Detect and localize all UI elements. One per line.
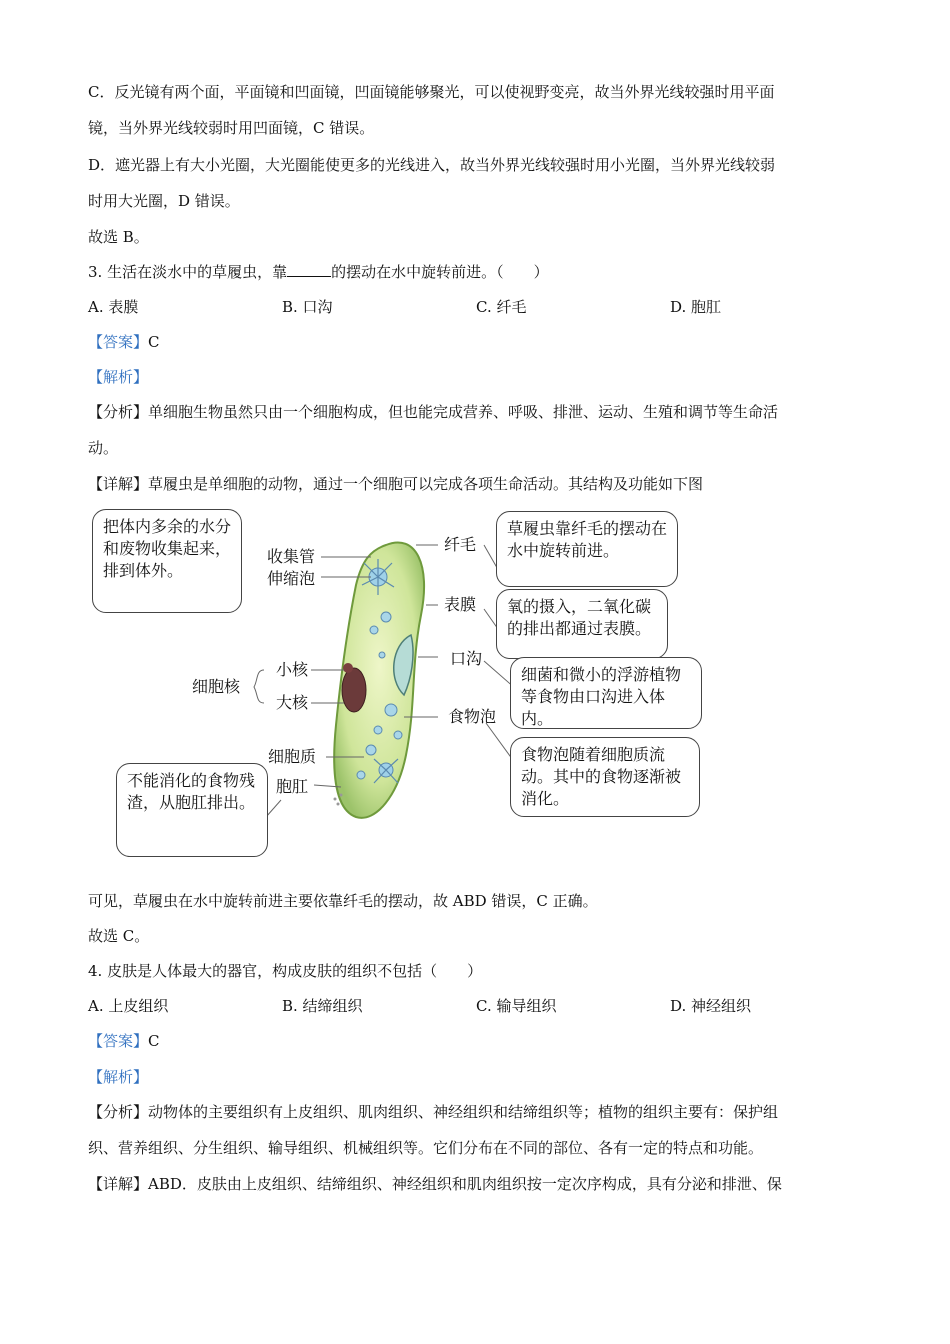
- fenxi-text: 动物体的主要组织有上皮组织、肌肉组织、神经组织和结缔组织等；植物的组织主要有：保护组: [148, 1103, 779, 1121]
- bubble-food-vacuole: 食物泡随着细胞质流动。其中的食物逐渐被消化。: [510, 737, 700, 817]
- answer-line: [88, 1030, 160, 1052]
- xiangjie-tag: 【详解】: [88, 1175, 149, 1193]
- answer-value: C: [148, 333, 160, 351]
- fenxi-tag: 【分析】: [88, 403, 149, 421]
- label-contractile-vacuole: 伸缩泡: [267, 569, 316, 588]
- bubble-oral-groove: 细菌和微小的浮游植物等食物由口沟进入体内。: [510, 657, 702, 729]
- option-b: B. 口沟: [282, 298, 333, 316]
- option-b: B. 结缔组织: [282, 997, 363, 1015]
- text-line: 故选 C。: [88, 927, 150, 945]
- label-micronucleus: 小核: [276, 660, 309, 679]
- option-d: D. 神经组织: [670, 997, 752, 1015]
- xiangjie-text: ABD．皮肤由上皮组织、结缔组织、神经组织和肌肉组织按一定次序构成，具有分泌和排泄、保: [148, 1175, 782, 1193]
- answer-line: [88, 331, 160, 353]
- label-food-vacuole: 食物泡: [448, 707, 497, 726]
- answer-tag: 【答案】: [88, 1032, 149, 1050]
- question-3-suffix: 的摆动在水中旋转前进。（ ）: [331, 263, 549, 281]
- label-collecting-canal: 收集管: [267, 547, 316, 566]
- xiangjie-line: [88, 473, 703, 495]
- xiangjie-tag: 【详解】: [88, 475, 149, 493]
- option-d: D. 胞肛: [670, 298, 722, 316]
- text-line: 可见，草履虫在水中旋转前进主要依靠纤毛的摆动，故 ABD 错误，C 正确。: [88, 892, 598, 910]
- fenxi-line: [88, 1101, 778, 1123]
- xiangjie-line: [88, 1173, 782, 1195]
- option-a: A. 表膜: [88, 298, 139, 316]
- answer-blank: [287, 262, 331, 277]
- xiangjie-text: 草履虫是单细胞的动物，通过一个细胞可以完成各项生命活动。其结构及功能如下图: [148, 475, 704, 493]
- label-membrane: 表膜: [444, 595, 477, 614]
- label-oral-groove: 口沟: [450, 649, 483, 668]
- question-3: [88, 261, 549, 283]
- label-nucleus: 细胞核: [192, 677, 241, 696]
- label-cytoplasm: 细胞质: [268, 747, 317, 766]
- fenxi-line: [88, 401, 778, 423]
- macronucleus: [342, 668, 366, 712]
- label-macronucleus: 大核: [276, 693, 309, 712]
- micronucleus: [343, 663, 353, 673]
- option-c: C. 输导组织: [476, 997, 557, 1015]
- option-c: C. 纤毛: [476, 298, 527, 316]
- option-a: A. 上皮组织: [88, 997, 169, 1015]
- bubble-anal-pore: 不能消化的食物残渣，从胞肛排出。: [116, 763, 268, 857]
- fenxi-text: 单细胞生物虽然只由一个细胞构成，但也能完成营养、呼吸、排泄、运动、生殖和调节等生命活: [148, 403, 779, 421]
- text-line: 动。: [88, 439, 119, 457]
- paramecium-diagram: [86, 505, 716, 865]
- bubble-membrane: 氧的摄入，二氧化碳的排出都通过表膜。: [496, 589, 668, 659]
- text-line: 织、营养组织、分生组织、输导组织、机械组织等。它们分布在不同的部位、各有一定的特点和功能。: [88, 1139, 764, 1157]
- bubble-cilia: 草履虫靠纤毛的摆动在水中旋转前进。: [496, 511, 678, 587]
- question-3-prefix: 3. 生活在淡水中的草履虫，靠: [88, 263, 288, 281]
- fenxi-tag: 【分析】: [88, 1103, 149, 1121]
- question-4: 4. 皮肤是人体最大的器官，构成皮肤的组织不包括（ ）: [88, 962, 483, 980]
- label-anal-pore: 胞肛: [276, 777, 309, 796]
- answer-value: C: [148, 1032, 160, 1050]
- text-line: 时用大光圈，D 错误。: [88, 192, 240, 210]
- analysis-tag: 【解析】: [88, 1068, 149, 1086]
- analysis-tag: 【解析】: [88, 368, 149, 386]
- label-cilia: 纤毛: [444, 535, 477, 554]
- text-line: 镜，当外界光线较弱时用凹面镜，C 错误。: [88, 119, 375, 137]
- text-line: 故选 B。: [88, 228, 149, 246]
- text-line: C．反光镜有两个面，平面镜和凹面镜，凹面镜能够聚光，可以使视野变亮，故当外界光线较强时用平面: [88, 83, 775, 101]
- text-line: D．遮光器上有大小光圈，大光圈能使更多的光线进入，故当外界光线较强时用小光圈，当外界光线较弱: [88, 156, 776, 174]
- bubble-excretion: 把体内多余的水分和废物收集起来，排到体外。: [92, 509, 242, 613]
- answer-tag: 【答案】: [88, 333, 149, 351]
